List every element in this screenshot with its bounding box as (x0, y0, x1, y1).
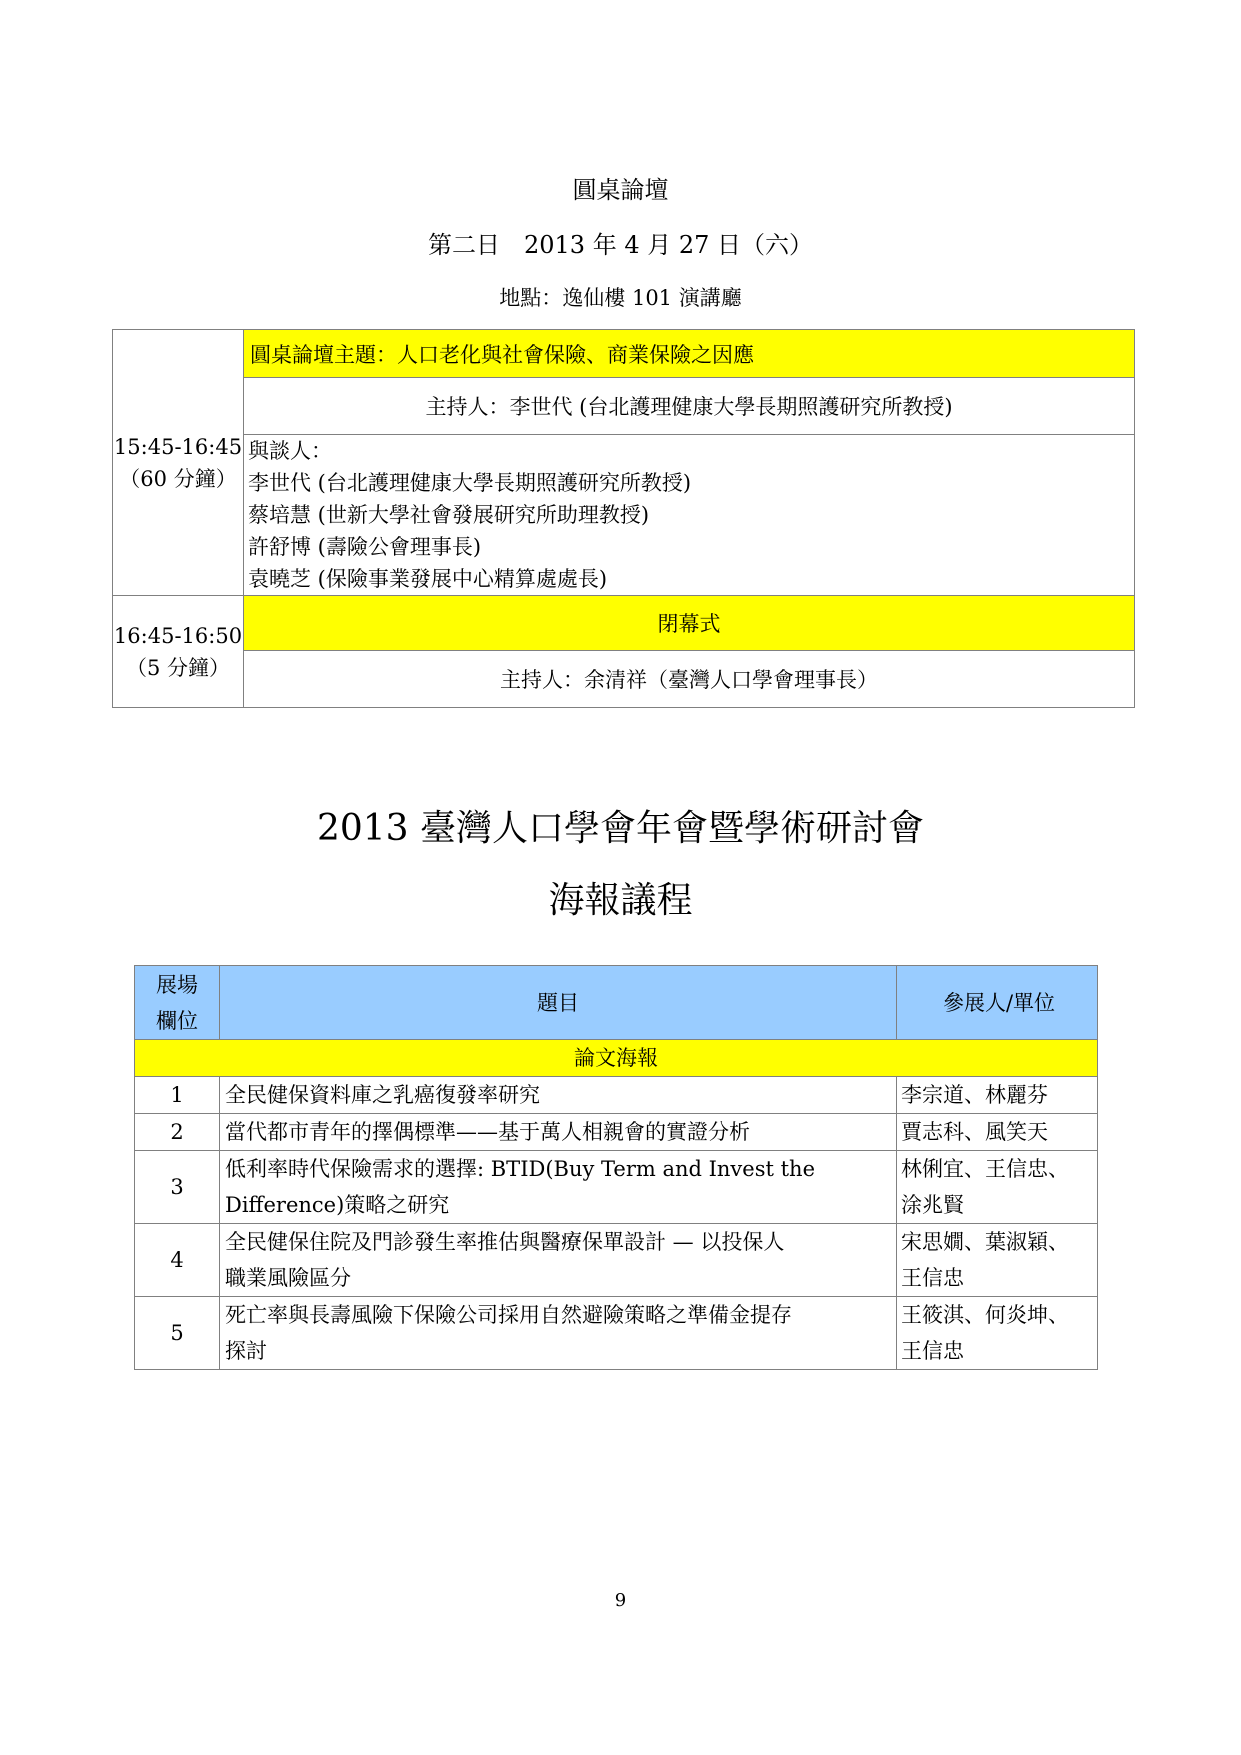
poster-title-line: 死亡率與長壽風險下保險公司採用自然避險策略之準備金提存 (225, 1303, 792, 1327)
booth-number: 2 (135, 1114, 220, 1151)
poster-title (220, 1077, 897, 1114)
table-row (135, 1114, 1098, 1151)
session2-time-cell (113, 596, 244, 708)
session1-moderator: 主持人：李世代 (台北護理健康大學長期照護研究所教授) (244, 378, 1135, 435)
poster-section-title: 海報議程 (548, 880, 693, 921)
panelist: 李世代 (台北護理健康大學長期照護研究所教授) (248, 471, 692, 495)
panelist-list (244, 435, 1135, 596)
table-row (135, 1151, 1098, 1224)
panelist: 蔡培慧 (世新大學社會發展研究所助理教授) (248, 503, 650, 527)
poster-authors-line: 林俐宜、王信忠、 (901, 1157, 1069, 1181)
topic-header: 題目 (220, 966, 897, 1040)
poster-authors-line: 王信忠 (901, 1266, 964, 1290)
poster-authors (897, 1297, 1098, 1370)
poster-title (220, 1151, 897, 1224)
poster-category: 論文海報 (135, 1040, 1098, 1077)
poster-title (220, 1224, 897, 1297)
poster-title-line: Difference)策略之研究 (225, 1193, 450, 1217)
poster-authors-line: 賈志科、風笑天 (901, 1120, 1048, 1144)
booth-header-line1: 展場 (156, 972, 198, 997)
poster-title-line: 探討 (225, 1339, 267, 1363)
table-row (135, 1297, 1098, 1370)
panel-heading: 與談人： (248, 439, 332, 463)
closing-ceremony-title: 閉幕式 (244, 596, 1135, 651)
poster-title-line: 職業風險區分 (225, 1266, 351, 1290)
poster-authors-line: 李宗道、林麗芬 (901, 1083, 1048, 1107)
session-date: 第二日 2013 年 4 月 27 日（六） (427, 231, 814, 259)
session2-duration: （5 分鐘） (125, 655, 231, 680)
session1-time-cell (113, 330, 244, 596)
poster-title-line: 低利率時代保險需求的選擇: BTID(Buy Term and Invest the (225, 1157, 815, 1181)
forum-theme: 圓桌論壇主題：人口老化與社會保險、商業保險之因應 (244, 330, 1135, 378)
poster-authors (897, 1151, 1098, 1224)
session-venue: 地點：逸仙樓 101 演講廳 (499, 286, 742, 310)
table-row (135, 1224, 1098, 1297)
session1-time: 15:45-16:45 (113, 434, 243, 459)
poster-authors (897, 1114, 1098, 1151)
panelist: 袁曉芝 (保險事業發展中心精算處處長) (248, 567, 608, 591)
poster-title (220, 1297, 897, 1370)
section-title: 圓桌論壇 (572, 176, 669, 204)
poster-authors-line: 涂兆賢 (901, 1193, 964, 1217)
poster-authors-line: 王筱淇、何炎坤、 (901, 1303, 1069, 1327)
roundtable-schedule-table (112, 329, 1135, 708)
poster-authors (897, 1077, 1098, 1114)
poster-title-line: 當代都市青年的擇偶標準——基于萬人相親會的實證分析 (225, 1120, 750, 1144)
booth-header (135, 966, 220, 1040)
session2-time: 16:45-16:50 (113, 623, 243, 648)
poster-authors (897, 1224, 1098, 1297)
page-number: 9 (614, 1590, 627, 1611)
table-row (135, 1077, 1098, 1114)
poster-authors-line: 宋思嫺、葉淑穎、 (901, 1230, 1069, 1254)
panelist: 許舒博 (壽險公會理事長) (248, 535, 482, 559)
session1-duration: （60 分鐘） (119, 466, 237, 491)
booth-header-line2: 欄位 (156, 1008, 198, 1033)
poster-title-line: 全民健保住院及門診發生率推估與醫療保單設計 — 以投保人 (225, 1230, 785, 1254)
poster-title (220, 1114, 897, 1151)
booth-number: 4 (135, 1224, 220, 1297)
conference-title: 2013 臺灣人口學會年會暨學術研討會 (316, 808, 925, 849)
poster-title-line: 全民健保資料庫之乳癌復發率研究 (225, 1083, 540, 1107)
author-header: 參展人/單位 (897, 966, 1098, 1040)
booth-number: 1 (135, 1077, 220, 1114)
poster-agenda-table (134, 965, 1098, 1370)
session2-moderator: 主持人：余清祥（臺灣人口學會理事長） (244, 651, 1135, 708)
booth-number: 5 (135, 1297, 220, 1370)
poster-authors-line: 王信忠 (901, 1339, 964, 1363)
booth-number: 3 (135, 1151, 220, 1224)
